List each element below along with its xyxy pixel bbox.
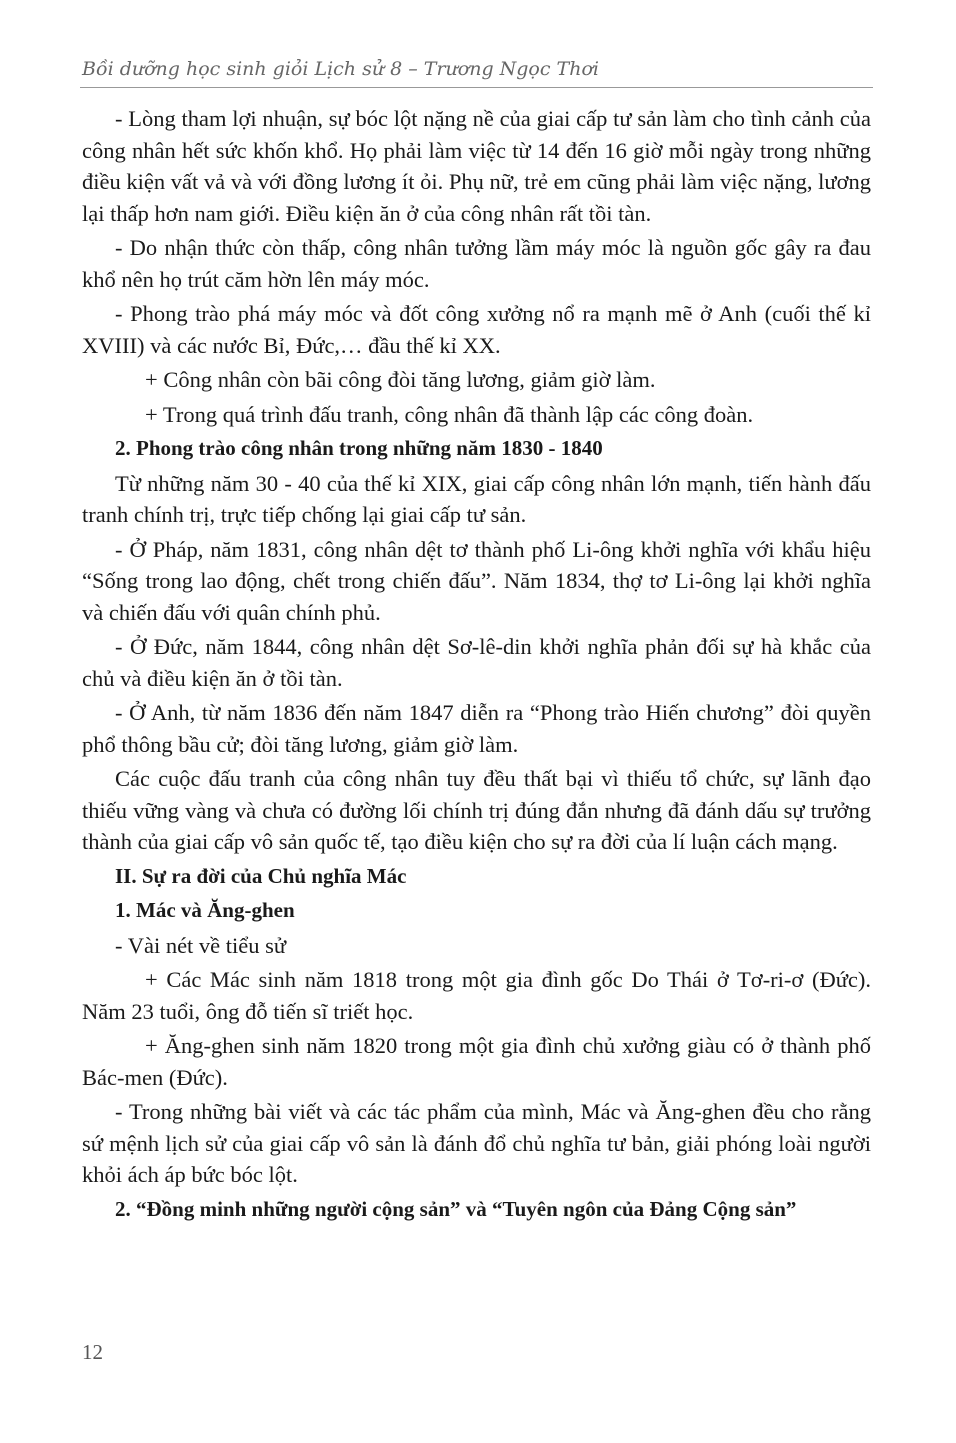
paragraph: - Ở Đức, năm 1844, công nhân dệt Sơ-lê-din khởi nghĩa phản đối sự hà khắc của chủ và điều kiện ăn ở tồi tàn. (82, 634, 871, 691)
paragraph: - Lòng tham lợi nhuận, sự bóc lột nặng nề của giai cấp tư sản làm cho tình cảnh của công nhân hết sức khốn khổ. Họ phải làm việc từ 14 đến 16 giờ mỗi ngày trong những điều kiện vất vả và với đồng lương ít ỏi. Phụ nữ, trẻ em cũng phải làm việc nặng, lương lại thấp hơn nam giới. Điều kiện ăn ở của công nhân rất tồi tàn. (82, 106, 871, 226)
section-heading: 2. Phong trào công nhân trong những năm 1830 - 1840 (115, 436, 603, 460)
paragraph: - Trong những bài viết và các tác phẩm của mình, Mác và Ăng-ghen đều cho rằng sứ mệnh lịch sử của giai cấp vô sản là đánh đổ chủ nghĩa tư bản, giải phóng loài người khỏi ách áp bức bóc lột. (82, 1099, 871, 1187)
page-number: 12 (82, 1340, 103, 1364)
paragraph: + Trong quá trình đấu tranh, công nhân đã thành lập các công đoàn. (145, 401, 754, 427)
running-header: Bồi dưỡng học sinh giỏi Lịch sử 8 – Trương Ngọc Thơi (82, 58, 599, 80)
paragraph: + Các Mác sinh năm 1818 trong một gia đình gốc Do Thái ở Tơ-ri-ơ (Đức). Năm 23 tuổi, ông đỗ tiến sĩ triết học. (82, 967, 871, 1024)
paragraph: - Vài nét về tiểu sử (115, 932, 287, 958)
section-heading: 2. “Đồng minh những người cộng sản” và “Tuyên ngôn của Đảng Cộng sản” (115, 1196, 797, 1221)
section-heading: 1. Mác và Ăng-ghen (115, 898, 295, 922)
header-divider (80, 87, 873, 88)
page-body (82, 103, 871, 1228)
paragraph: Từ những năm 30 - 40 của thế kỉ XIX, giai cấp công nhân lớn mạnh, tiến hành đấu tranh chính trị, trực tiếp chống lại giai cấp tư sản. (82, 470, 871, 527)
paragraph: + Ăng-ghen sinh năm 1820 trong một gia đình chủ xưởng giàu có ở thành phố Bác-men (Đức). (82, 1033, 871, 1090)
paragraph: + Công nhân còn bãi công đòi tăng lương, giảm giờ làm. (145, 367, 656, 392)
section-heading: II. Sự ra đời của Chủ nghĩa Mác (115, 863, 407, 888)
paragraph: - Do nhận thức còn thấp, công nhân tưởng lầm máy móc là nguồn gốc gây ra đau khổ nên họ trút căm hờn lên máy móc. (82, 235, 871, 292)
paragraph: - Ở Pháp, năm 1831, công nhân dệt tơ thành phố Li-ông khởi nghĩa với khẩu hiệu “Sống trong lao động, chết trong chiến đấu”. Năm 1834, thợ tơ Li-ông lại khởi nghĩa và chiến đấu với quân chính phủ. (82, 536, 871, 625)
paragraph: - Phong trào phá máy móc và đốt công xưởng nổ ra mạnh mẽ ở Anh (cuối thế kỉ XVIII) và các nước Bỉ, Đức,… đầu thế kỉ XX. (82, 301, 871, 358)
paragraph: Các cuộc đấu tranh của công nhân tuy đều thất bại vì thiếu tổ chức, sự lãnh đạo thiếu vững vàng và chưa có đường lối chính trị đúng đắn nhưng đã đánh dấu sự trưởng thành của giai cấp vô sản quốc tế, tạo điều kiện cho sự ra đời của lí luận cách mạng. (82, 766, 871, 854)
paragraph: - Ở Anh, từ năm 1836 đến năm 1847 diễn ra “Phong trào Hiến chương” đòi quyền phổ thông bầu cử; đòi tăng lương, giảm giờ làm. (82, 700, 871, 757)
